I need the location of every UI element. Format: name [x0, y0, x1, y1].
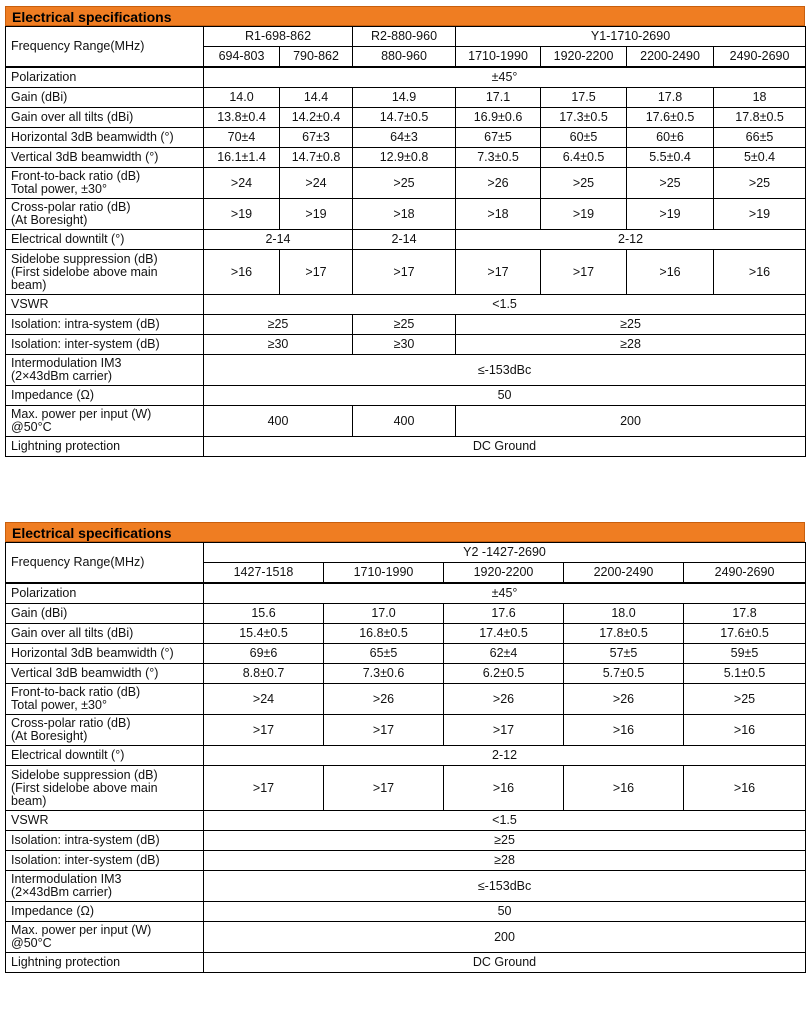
h-beamwidth-value: 60±6	[627, 128, 714, 148]
gain-label: Gain (dBi)	[6, 88, 204, 108]
sidelobe-value: >16	[444, 766, 564, 811]
sidelobe-value: >17	[204, 766, 324, 811]
max-power-value: 200	[204, 922, 806, 953]
sidelobe-value: >17	[324, 766, 444, 811]
sub-band: 790-862	[280, 47, 353, 68]
spec-table-1	[5, 6, 805, 457]
vswr-value: <1.5	[204, 295, 806, 315]
front-to-back-value: >25	[684, 684, 806, 715]
v-beamwidth-label: Vertical 3dB beamwidth (°)	[6, 664, 204, 684]
iso-intra-value: ≥25	[353, 315, 456, 335]
freq-range-label: Frequency Range(MHz)	[6, 543, 204, 584]
h-beamwidth-value: 57±5	[564, 644, 684, 664]
gain-tilts-value: 15.4±0.5	[204, 624, 324, 644]
gain-value: 17.1	[456, 88, 541, 108]
front-to-back-value: >24	[204, 684, 324, 715]
cross-polar-value: >18	[456, 199, 541, 230]
label-line: Intermodulation IM3	[11, 872, 122, 886]
spec-table	[5, 542, 806, 973]
gain-value: 14.9	[353, 88, 456, 108]
h-beamwidth-value: 62±4	[444, 644, 564, 664]
label-line: (First sidelobe above main	[11, 780, 158, 795]
sub-band: 880-960	[353, 47, 456, 68]
label-line: @50°C	[11, 936, 52, 950]
gain-value: 14.4	[280, 88, 353, 108]
sub-band: 2490-2690	[714, 47, 806, 68]
label-line: Front-to-back ratio (dB)	[11, 169, 141, 183]
lightning-value: DC Ground	[204, 953, 806, 973]
label-line: Front-to-back ratio (dB)	[11, 685, 141, 699]
gain-value: 17.5	[541, 88, 627, 108]
h-beamwidth-value: 66±5	[714, 128, 806, 148]
h-beamwidth-value: 60±5	[541, 128, 627, 148]
cross-polar-value: >19	[204, 199, 280, 230]
cross-polar-value: >17	[444, 715, 564, 746]
v-beamwidth-value: 8.8±0.7	[204, 664, 324, 684]
v-beamwidth-value: 16.1±1.4	[204, 148, 280, 168]
sub-band: 1427-1518	[204, 563, 324, 584]
gain-tilts-value: 17.3±0.5	[541, 108, 627, 128]
impedance-label: Impedance (Ω)	[6, 902, 204, 922]
front-to-back-value: >25	[714, 168, 806, 199]
lightning-label: Lightning protection	[6, 953, 204, 973]
v-beamwidth-value: 7.3±0.5	[456, 148, 541, 168]
front-to-back-value: >25	[541, 168, 627, 199]
gain-value: 15.6	[204, 604, 324, 624]
gain-tilts-label: Gain over all tilts (dBi)	[6, 108, 204, 128]
h-beamwidth-label: Horizontal 3dB beamwidth (°)	[6, 128, 204, 148]
sub-band: 1920-2200	[444, 563, 564, 584]
band-group-r1: R1-698-862	[204, 27, 353, 47]
label-line: Total power, ±30°	[11, 182, 107, 196]
label-line: beam)	[11, 793, 47, 808]
sidelobe-value: >16	[627, 250, 714, 295]
label-line: Sidelobe suppression (dB)	[11, 767, 158, 782]
gain-tilts-value: 17.6±0.5	[627, 108, 714, 128]
gain-value: 17.8	[684, 604, 806, 624]
sub-band: 1710-1990	[456, 47, 541, 68]
gain-tilts-value: 16.9±0.6	[456, 108, 541, 128]
v-beamwidth-value: 5.1±0.5	[684, 664, 806, 684]
iso-inter-value: ≥28	[456, 335, 806, 355]
iso-intra-label: Isolation: intra-system (dB)	[6, 315, 204, 335]
v-beamwidth-value: 12.9±0.8	[353, 148, 456, 168]
max-power-label	[6, 406, 204, 437]
iso-intra-value: ≥25	[204, 831, 806, 851]
band-group-y1: Y1-1710-2690	[456, 27, 806, 47]
sub-band: 694-803	[204, 47, 280, 68]
sidelobe-value: >16	[684, 766, 806, 811]
section-header: Electrical specifications	[5, 522, 805, 542]
sub-band: 1710-1990	[324, 563, 444, 584]
h-beamwidth-value: 67±3	[280, 128, 353, 148]
vswr-label: VSWR	[6, 811, 204, 831]
label-line: @50°C	[11, 420, 52, 434]
downtilt-value: 2-12	[456, 230, 806, 250]
gain-tilts-value: 14.7±0.5	[353, 108, 456, 128]
section-header: Electrical specifications	[5, 6, 805, 26]
gain-value: 18	[714, 88, 806, 108]
vswr-label: VSWR	[6, 295, 204, 315]
front-to-back-value: >24	[280, 168, 353, 199]
h-beamwidth-value: 64±3	[353, 128, 456, 148]
h-beamwidth-value: 69±6	[204, 644, 324, 664]
iso-intra-value: ≥25	[456, 315, 806, 335]
label-line: Total power, ±30°	[11, 698, 107, 712]
sidelobe-value: >17	[456, 250, 541, 295]
front-to-back-label	[6, 168, 204, 199]
cross-polar-value: >19	[627, 199, 714, 230]
iso-inter-value: ≥28	[204, 851, 806, 871]
spec-table	[5, 26, 806, 457]
gain-tilts-value: 16.8±0.5	[324, 624, 444, 644]
sub-band: 2200-2490	[627, 47, 714, 68]
gain-tilts-label: Gain over all tilts (dBi)	[6, 624, 204, 644]
downtilt-value: 2-12	[204, 746, 806, 766]
im3-value: ≤-153dBc	[204, 871, 806, 902]
label-line: (At Boresight)	[11, 213, 88, 227]
sidelobe-value: >17	[353, 250, 456, 295]
label-line: (At Boresight)	[11, 729, 88, 743]
downtilt-value: 2-14	[204, 230, 353, 250]
iso-inter-label: Isolation: inter-system (dB)	[6, 851, 204, 871]
cross-polar-value: >19	[280, 199, 353, 230]
sub-band: 2490-2690	[684, 563, 806, 584]
lightning-label: Lightning protection	[6, 437, 204, 457]
v-beamwidth-value: 7.3±0.6	[324, 664, 444, 684]
h-beamwidth-value: 70±4	[204, 128, 280, 148]
gain-label: Gain (dBi)	[6, 604, 204, 624]
v-beamwidth-value: 5±0.4	[714, 148, 806, 168]
h-beamwidth-value: 65±5	[324, 644, 444, 664]
label-line: Cross-polar ratio (dB)	[11, 200, 131, 214]
v-beamwidth-label: Vertical 3dB beamwidth (°)	[6, 148, 204, 168]
iso-intra-label: Isolation: intra-system (dB)	[6, 831, 204, 851]
vswr-value: <1.5	[204, 811, 806, 831]
impedance-value: 50	[204, 902, 806, 922]
label-line: Sidelobe suppression (dB)	[11, 251, 158, 266]
label-line: (2×43dBm carrier)	[11, 885, 113, 899]
front-to-back-value: >25	[627, 168, 714, 199]
gain-tilts-value: 17.6±0.5	[684, 624, 806, 644]
label-line: (First sidelobe above main	[11, 264, 158, 279]
sub-band: 1920-2200	[541, 47, 627, 68]
sidelobe-value: >17	[541, 250, 627, 295]
label-line: Intermodulation IM3	[11, 356, 122, 370]
cross-polar-value: >18	[353, 199, 456, 230]
cross-polar-label	[6, 199, 204, 230]
gain-value: 18.0	[564, 604, 684, 624]
polarization-label: Polarization	[6, 583, 204, 604]
spec-table-2	[5, 522, 805, 973]
max-power-value: 400	[204, 406, 353, 437]
cross-polar-value: >16	[684, 715, 806, 746]
label-line: Max. power per input (W)	[11, 407, 152, 421]
im3-label	[6, 871, 204, 902]
sidelobe-value: >17	[280, 250, 353, 295]
h-beamwidth-value: 59±5	[684, 644, 806, 664]
sidelobe-value: >16	[714, 250, 806, 295]
front-to-back-value: >26	[444, 684, 564, 715]
gain-tilts-value: 13.8±0.4	[204, 108, 280, 128]
label-line: beam)	[11, 277, 47, 292]
max-power-label	[6, 922, 204, 953]
band-group-r2: R2-880-960	[353, 27, 456, 47]
cross-polar-label	[6, 715, 204, 746]
iso-intra-value: ≥25	[204, 315, 353, 335]
im3-label	[6, 355, 204, 386]
v-beamwidth-value: 6.2±0.5	[444, 664, 564, 684]
sidelobe-value: >16	[204, 250, 280, 295]
iso-inter-label: Isolation: inter-system (dB)	[6, 335, 204, 355]
sidelobe-value: >16	[564, 766, 684, 811]
front-to-back-value: >26	[324, 684, 444, 715]
front-to-back-value: >26	[456, 168, 541, 199]
gain-value: 17.6	[444, 604, 564, 624]
downtilt-label: Electrical downtilt (°)	[6, 746, 204, 766]
iso-inter-value: ≥30	[353, 335, 456, 355]
label-line: (2×43dBm carrier)	[11, 369, 113, 383]
polarization-value: ±45°	[204, 583, 806, 604]
sidelobe-label	[6, 766, 204, 811]
gain-tilts-value: 17.8±0.5	[714, 108, 806, 128]
iso-inter-value: ≥30	[204, 335, 353, 355]
cross-polar-value: >17	[324, 715, 444, 746]
front-to-back-label	[6, 684, 204, 715]
front-to-back-value: >25	[353, 168, 456, 199]
impedance-value: 50	[204, 386, 806, 406]
polarization-label: Polarization	[6, 67, 204, 88]
im3-value: ≤-153dBc	[204, 355, 806, 386]
v-beamwidth-value: 14.7±0.8	[280, 148, 353, 168]
impedance-label: Impedance (Ω)	[6, 386, 204, 406]
gain-value: 17.8	[627, 88, 714, 108]
h-beamwidth-label: Horizontal 3dB beamwidth (°)	[6, 644, 204, 664]
gain-tilts-value: 17.8±0.5	[564, 624, 684, 644]
label-line: Max. power per input (W)	[11, 923, 152, 937]
cross-polar-value: >19	[541, 199, 627, 230]
downtilt-value: 2-14	[353, 230, 456, 250]
cross-polar-value: >19	[714, 199, 806, 230]
label-line: Cross-polar ratio (dB)	[11, 716, 131, 730]
lightning-value: DC Ground	[204, 437, 806, 457]
front-to-back-value: >24	[204, 168, 280, 199]
h-beamwidth-value: 67±5	[456, 128, 541, 148]
v-beamwidth-value: 6.4±0.5	[541, 148, 627, 168]
sub-band: 2200-2490	[564, 563, 684, 584]
gain-value: 14.0	[204, 88, 280, 108]
cross-polar-value: >16	[564, 715, 684, 746]
downtilt-label: Electrical downtilt (°)	[6, 230, 204, 250]
gain-value: 17.0	[324, 604, 444, 624]
band-group-y2: Y2 -1427-2690	[204, 543, 806, 563]
gain-tilts-value: 17.4±0.5	[444, 624, 564, 644]
v-beamwidth-value: 5.7±0.5	[564, 664, 684, 684]
gain-tilts-value: 14.2±0.4	[280, 108, 353, 128]
sidelobe-label	[6, 250, 204, 295]
polarization-value: ±45°	[204, 67, 806, 88]
cross-polar-value: >17	[204, 715, 324, 746]
freq-range-label: Frequency Range(MHz)	[6, 27, 204, 68]
max-power-value: 200	[456, 406, 806, 437]
v-beamwidth-value: 5.5±0.4	[627, 148, 714, 168]
max-power-value: 400	[353, 406, 456, 437]
front-to-back-value: >26	[564, 684, 684, 715]
